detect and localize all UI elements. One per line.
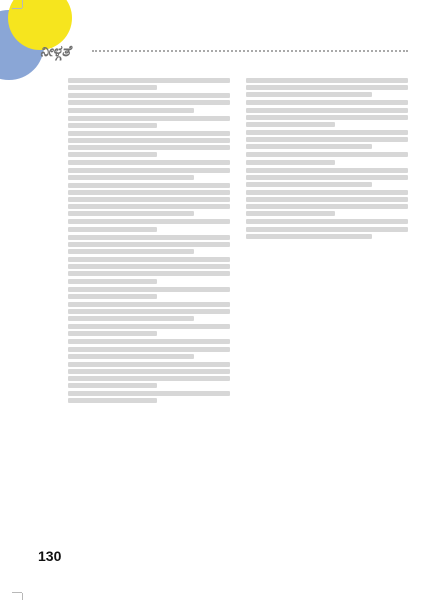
section-tag: ನೀಳ್ಗತೆ xyxy=(40,42,71,60)
unread-text-line xyxy=(68,279,157,284)
paragraph xyxy=(246,78,408,97)
unread-text-line xyxy=(68,316,194,321)
unread-text-line xyxy=(68,116,230,121)
unread-text-line xyxy=(246,219,408,224)
unread-text-line xyxy=(246,85,408,90)
unread-text-line xyxy=(68,294,157,299)
unread-text-line xyxy=(68,249,194,254)
unread-text-line xyxy=(246,211,335,216)
paragraph xyxy=(68,391,230,403)
unread-text-line xyxy=(246,137,408,142)
unread-text-line xyxy=(68,398,157,403)
unread-text-line xyxy=(68,168,230,173)
crop-mark-top-vertical xyxy=(22,0,23,8)
paragraph xyxy=(68,183,230,217)
unread-text-line xyxy=(68,204,230,209)
unread-text-line xyxy=(246,115,408,120)
text-column-left xyxy=(68,76,230,536)
unread-text-line xyxy=(246,78,408,83)
unread-text-line xyxy=(68,145,230,150)
paragraph xyxy=(68,287,230,299)
unread-text-line xyxy=(68,354,194,359)
unread-text-line xyxy=(246,130,408,135)
paragraph xyxy=(246,190,408,217)
header-dotted-rule xyxy=(92,50,408,52)
unread-text-line xyxy=(68,93,230,98)
unread-text-line xyxy=(246,182,372,187)
unread-text-line xyxy=(68,271,230,276)
paragraph xyxy=(68,235,230,254)
unread-text-line xyxy=(68,160,230,165)
unread-text-line xyxy=(246,168,408,173)
paragraph xyxy=(68,116,230,128)
unread-text-line xyxy=(68,242,230,247)
unread-text-line xyxy=(68,152,157,157)
unread-text-line xyxy=(68,324,230,329)
unread-text-line xyxy=(68,235,230,240)
unread-text-line xyxy=(246,190,408,195)
unread-text-line xyxy=(68,264,230,269)
unread-text-line xyxy=(68,369,230,374)
paragraph xyxy=(68,131,230,158)
unread-text-line xyxy=(68,287,230,292)
unread-text-line xyxy=(246,108,408,113)
unread-text-line xyxy=(68,257,230,262)
unread-text-line xyxy=(246,175,408,180)
crop-mark-top-horizontal xyxy=(12,8,22,9)
unread-text-line xyxy=(68,391,230,396)
unread-text-line xyxy=(246,197,408,202)
unread-text-line xyxy=(246,152,408,157)
unread-text-line xyxy=(68,219,230,224)
body-text xyxy=(68,76,408,536)
unread-text-line xyxy=(68,302,230,307)
paragraph xyxy=(246,168,408,187)
crop-mark-bottom-vertical xyxy=(22,593,23,600)
unread-text-line xyxy=(68,383,157,388)
unread-text-line xyxy=(68,339,230,344)
page-number: 130 xyxy=(38,548,62,564)
unread-text-line xyxy=(246,100,408,105)
unread-text-line xyxy=(68,227,157,232)
unread-text-line xyxy=(68,197,230,202)
unread-text-line xyxy=(68,331,157,336)
unread-text-line xyxy=(68,190,230,195)
unread-text-line xyxy=(246,92,372,97)
unread-text-line xyxy=(246,227,408,232)
paragraph xyxy=(68,324,230,336)
unread-text-line xyxy=(68,183,230,188)
unread-text-line xyxy=(246,144,372,149)
crop-mark-bottom-horizontal xyxy=(12,592,22,593)
unread-text-line xyxy=(68,108,194,113)
paragraph xyxy=(68,78,230,90)
unread-text-line xyxy=(68,85,157,90)
unread-text-line xyxy=(68,211,194,216)
paragraph xyxy=(68,339,230,358)
paragraph xyxy=(246,130,408,149)
text-column-right xyxy=(246,76,408,536)
paragraph xyxy=(68,257,230,284)
unread-text-line xyxy=(68,175,194,180)
paragraph xyxy=(246,100,408,127)
paragraph xyxy=(246,219,408,238)
unread-text-line xyxy=(68,78,230,83)
unread-text-line xyxy=(246,204,408,209)
unread-text-line xyxy=(68,138,230,143)
paragraph xyxy=(246,152,408,164)
unread-text-line xyxy=(246,234,372,239)
unread-text-line xyxy=(68,123,157,128)
paragraph xyxy=(68,219,230,231)
unread-text-line xyxy=(68,347,230,352)
unread-text-line xyxy=(246,160,335,165)
unread-text-line xyxy=(68,309,230,314)
paragraph xyxy=(68,93,230,112)
unread-text-line xyxy=(68,362,230,367)
paragraph xyxy=(68,160,230,179)
unread-text-line xyxy=(246,122,335,127)
unread-text-line xyxy=(68,376,230,381)
paragraph xyxy=(68,302,230,321)
unread-text-line xyxy=(68,131,230,136)
unread-text-line xyxy=(68,100,230,105)
paragraph xyxy=(68,362,230,389)
